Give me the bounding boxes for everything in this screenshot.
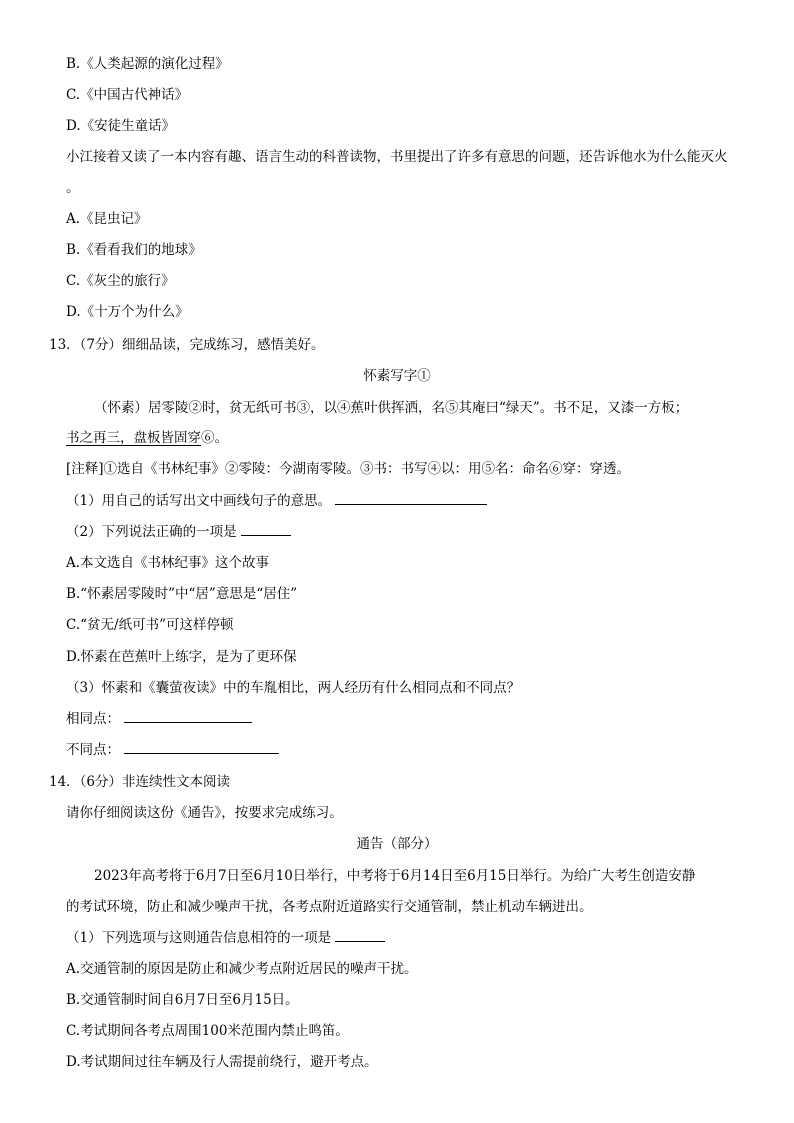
same-answer-blank[interactable] xyxy=(124,708,252,723)
diff-label: 不同点： xyxy=(66,742,120,758)
q12-option2-b: B.《看看我们的地球》 xyxy=(66,242,202,258)
underlined-sentence: 书之再三，盘板皆固穿 xyxy=(66,430,201,446)
q14-sub1-text: （1）下列选项与这则通告信息相符的一项是 xyxy=(66,930,332,946)
q12-option-b: B.《人类起源的演化过程》 xyxy=(66,56,229,72)
q13-passage-title: 怀素写字① xyxy=(363,368,431,384)
q14-sub1-answer-blank[interactable] xyxy=(335,927,385,942)
q13-passage-line1: （怀素）居零陵②时，贫无纸可书③，以④蕉叶供挥洒，名⑤其庵曰“绿天”。书不足，又漆一方板； xyxy=(94,400,689,416)
q13-sub1 xyxy=(66,489,754,513)
q14-option-a: A.交通管制的原因是防止和减少考点附近居民的噪声干扰。 xyxy=(66,961,418,977)
q13-sub2-option-b: B.“怀素居零陵时”中“居”意思是“居住” xyxy=(66,586,298,602)
notice-line2: 的考试环境，防止和减少噪声干扰，各考点附近道路实行交通管制，禁止机动车辆进出。 xyxy=(66,899,593,915)
q12-stem-line1: 小江接着又读了一本内容有趣、语言生动的科普读物，书里提出了许多有意思的问题，还告诉他水为什么能灭火 xyxy=(66,149,728,165)
q14-intro: 请你仔细阅读这份《通告》，按要求完成练习。 xyxy=(66,805,343,821)
q13-sub2-answer-blank[interactable] xyxy=(241,521,291,536)
same-label: 相同点： xyxy=(66,711,120,727)
q12-option-d: D.《安徒生童话》 xyxy=(66,118,176,134)
q14-option-c: C.考试期间各考点周围100米范围内禁止鸣笛。 xyxy=(66,1023,349,1039)
q14-option-d: D.考试期间过往车辆及行人需提前绕行，避开考点。 xyxy=(66,1054,378,1070)
q14-heading: 14．（6分）非连续性文本阅读 xyxy=(49,774,231,790)
q13-notes: [注释]①选自《书林纪事》②零陵：今湖南零陵。③书：书写④以：用⑤名：命名⑥穿：穿透。 xyxy=(66,461,631,477)
q13-passage-line2 xyxy=(66,426,754,450)
q13-sub2-option-c: C.“贫无/纸可书”可这样停顿 xyxy=(66,617,234,633)
q13-sub2 xyxy=(66,520,754,544)
q13-heading: 13．（7分）细细品读，完成练习，感悟美好。 xyxy=(49,337,325,353)
q13-sub1-answer-blank[interactable] xyxy=(335,490,487,505)
notice-title: 通告（部分） xyxy=(356,836,438,852)
q12-option2-d: D.《十万个为什么》 xyxy=(66,304,189,320)
notice-line1: 2023年高考将于6月7日至6月10日举行，中考将于6月14日至6月15日举行。为给广大考生创造安静 xyxy=(94,868,696,884)
q12-option2-c: C.《灰尘的旅行》 xyxy=(66,273,175,289)
q12-option-c: C.《中国古代神话》 xyxy=(66,87,189,103)
q13-sub3: （3）怀素和《囊萤夜读》中的车胤相比，两人经历有什么相同点和不同点？ xyxy=(66,680,521,696)
q14-option-b: B.交通管制时间自6月7日至6月15日。 xyxy=(66,992,299,1008)
q13-diff-row xyxy=(66,738,754,762)
q13-sub2-option-d: D.怀素在芭蕉叶上练字，是为了更环保 xyxy=(66,649,297,665)
passage-line2-tail: ⑥。 xyxy=(201,430,228,446)
q13-sub2-text: （2）下列说法正确的一项是 xyxy=(66,524,237,540)
q12-option2-a: A.《昆虫记》 xyxy=(66,211,148,227)
q13-sub2-option-a: A.本文选自《书林纪事》这个故事 xyxy=(66,555,270,571)
q14-sub1 xyxy=(66,926,754,950)
diff-answer-blank[interactable] xyxy=(124,739,279,754)
q13-sub1-text: （1）用自己的话写出文中画线句子的意思。 xyxy=(66,493,332,509)
q12-stem-line2: 。 xyxy=(66,180,80,196)
q13-same-row xyxy=(66,707,754,731)
